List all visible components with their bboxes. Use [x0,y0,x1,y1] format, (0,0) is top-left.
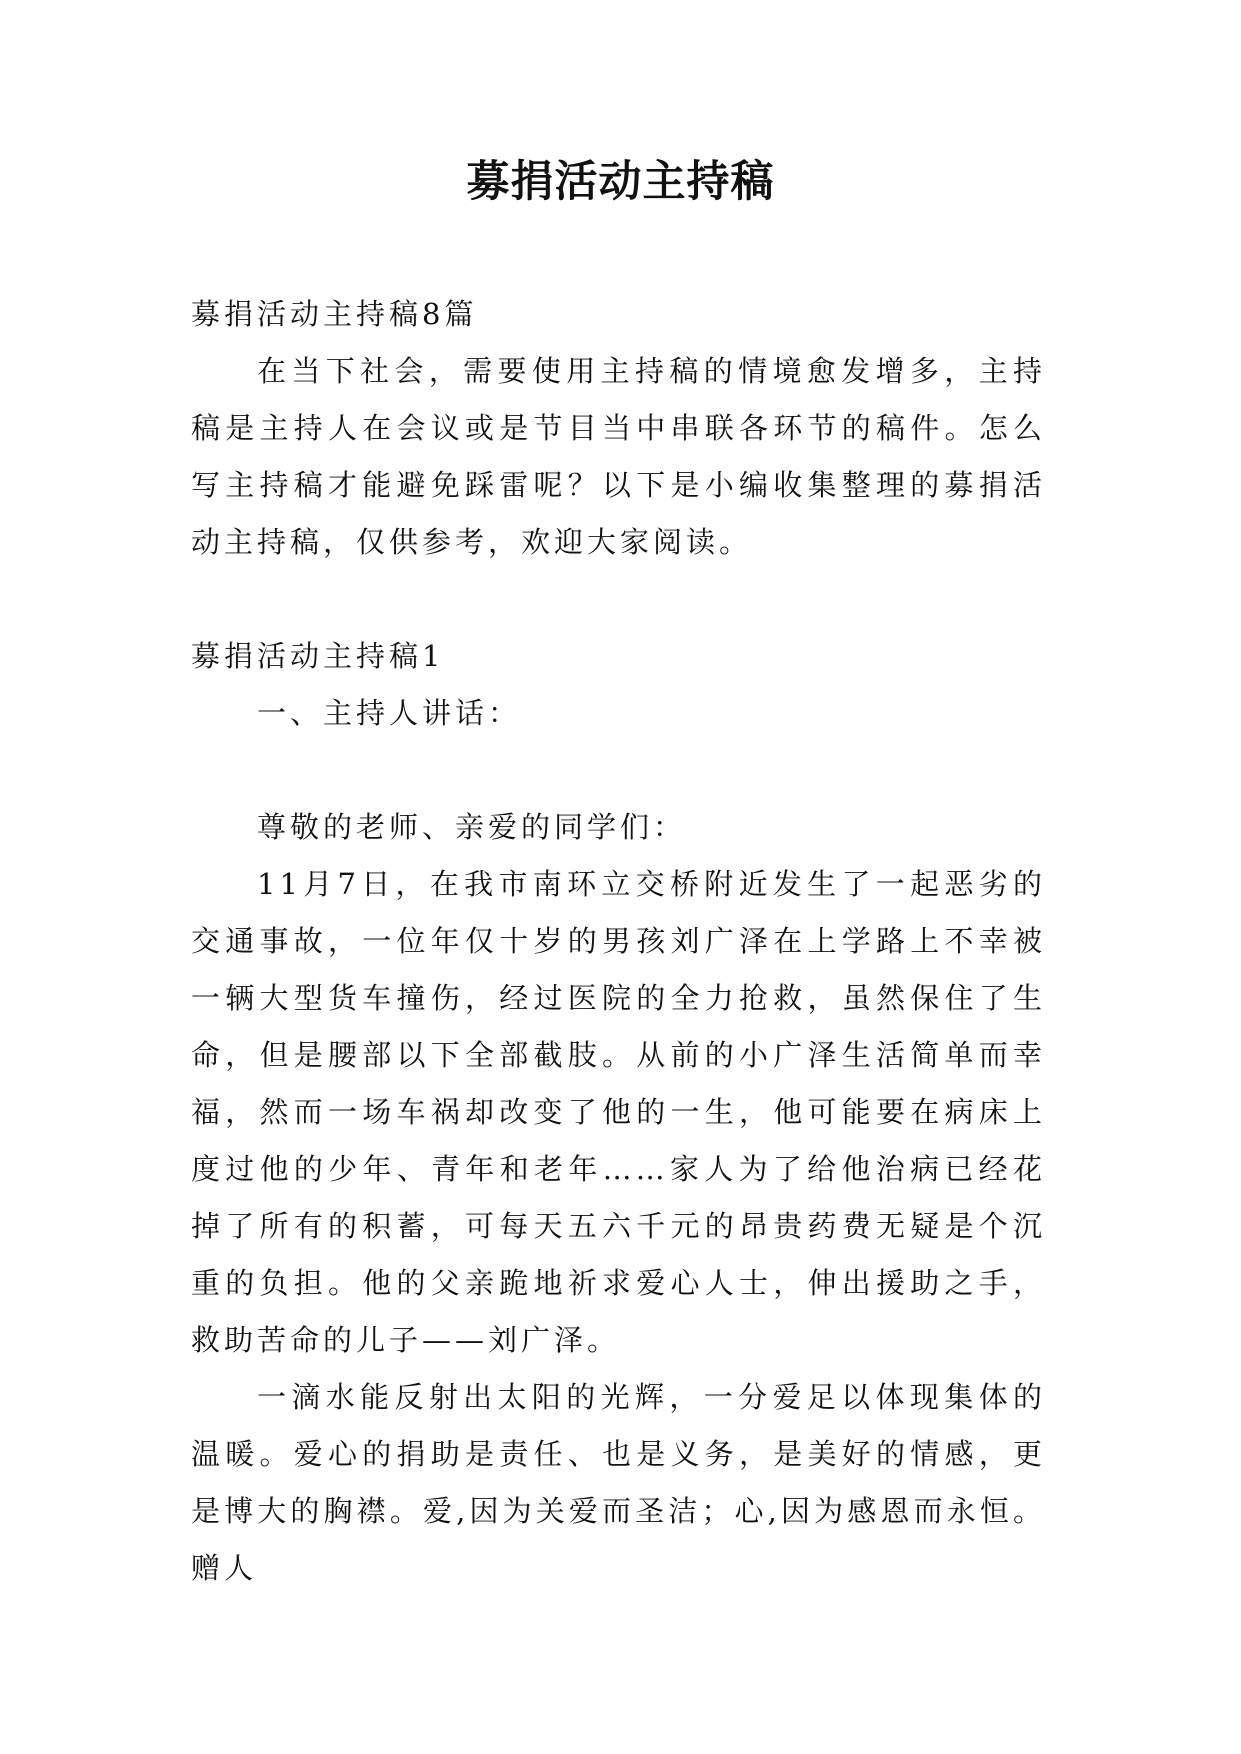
intro-paragraph: 在当下社会，需要使用主持稿的情境愈发增多，主持稿是主持人在会议或是节目当中串联各环节的稿件。怎么写主持稿才能避免踩雷呢？以下是小编收集整理的募捐活动主持稿，仅供参考，欢迎大家阅读。 [191,354,1046,559]
spacer [191,571,1046,628]
paragraph: 11月7日，在我市南环立交桥附近发生了一起恶劣的交通事故，一位年仅十岁的男孩刘广泽在上学路上不幸被一辆大型货车撞伤，经过医院的全力抢救，虽然保住了生命，但是腰部以下全部截肢。从前的小广泽生活简单而幸福，然而一场车祸却改变了他的一生，他可能要在病床上度过他的少年、青年和老年……家人为了给他治病已经花掉了所有的积蓄，可每天五六千元的昂贵药费无疑是个沉重的负担。他的父亲跪地祈求爱心人士，伸出援助之手，救助苦命的儿子——刘广泽。 [191,867,1046,1357]
greeting: 尊敬的老师、亲爱的同学们： [257,810,687,844]
spacer [191,742,1046,799]
section-title: 募捐活动主持稿1 [191,639,445,673]
paragraph: 一滴水能反射出太阳的光辉，一分爱足以体现集体的温暖。爱心的捐助是责任、也是义务，是美好的情感，更是博大的胸襟。爱,因为关爱而圣洁；心,因为感恩而永恒。赠人 [191,1380,1046,1585]
document-title: 募捐活动主持稿 [466,157,775,207]
document-subtitle: 募捐活动主持稿8篇 [191,297,478,331]
document-body [191,286,1046,1597]
part-heading: 一、主持人讲话： [257,696,522,730]
